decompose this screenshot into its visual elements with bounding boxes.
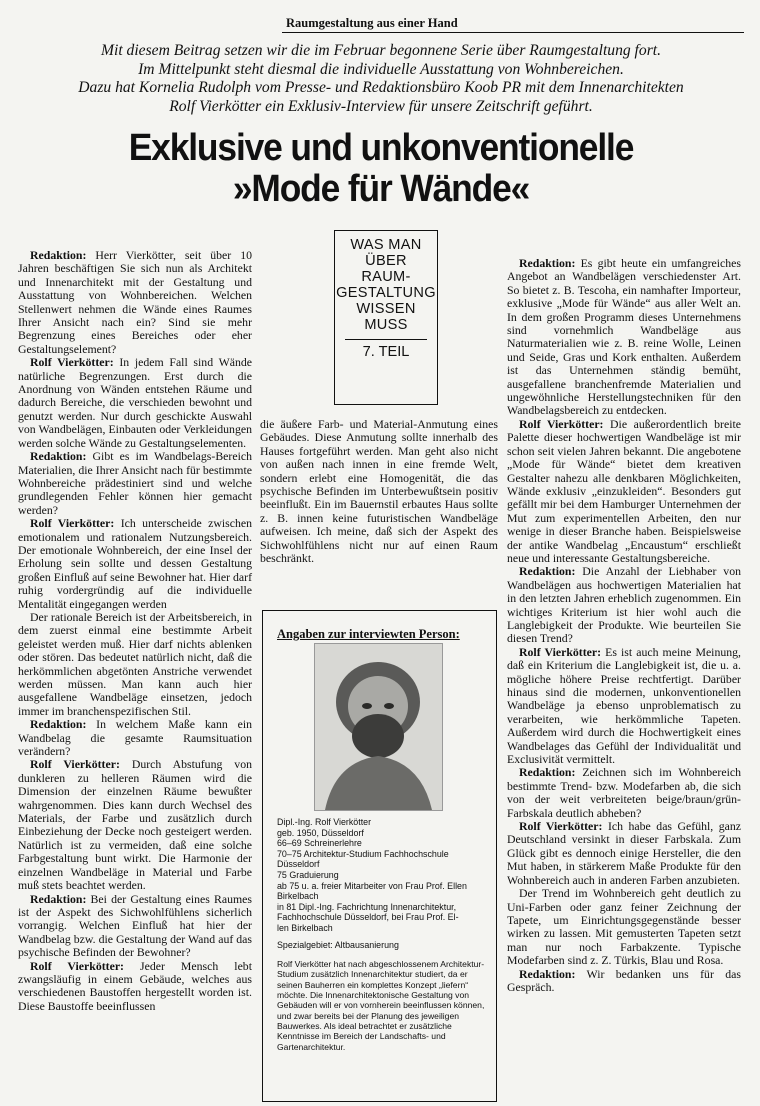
interview-paragraph bbox=[18, 611, 252, 718]
interview-paragraph bbox=[507, 646, 741, 767]
intro-line: Im Mittelpunkt steht diesmal die individuelle Ausstattung von Wohnbereichen. bbox=[138, 60, 624, 78]
person-box-heading: Angaben zur interviewten Person: bbox=[277, 627, 460, 641]
interview-paragraph bbox=[507, 887, 741, 967]
paragraph-text: Wir bedanken uns für das Gespräch. bbox=[507, 966, 741, 994]
cv-line: ab 75 u. a. freier Mitarbeiter von Frau Prof. Ellen bbox=[277, 880, 467, 891]
speaker-label: Rolf Vierkötter: bbox=[30, 516, 115, 531]
series-line: MUSS bbox=[364, 317, 408, 333]
speaker-label: Rolf Vierkötter: bbox=[30, 355, 114, 370]
series-divider bbox=[345, 339, 427, 340]
paragraph-text: Herr Vierkötter, seit über 10 Jahren beschäftigen Sie sich nun als Architekt und Innenarchitekt mit der Gestaltung und Ausstattung von Wohnbereichen. Welchen Stellenwert nehmen die Wände eines Raumes Ihrer Ansicht nach ein? Sind sie mehr Begrenzung eines Bereiches oder eher Gestaltungselement? bbox=[18, 248, 252, 356]
interview-paragraph bbox=[18, 758, 252, 892]
speaker-label: Rolf Vierkötter: bbox=[519, 416, 604, 431]
speaker-label: Redaktion: bbox=[519, 966, 576, 981]
series-box bbox=[334, 230, 438, 405]
interview-paragraph bbox=[507, 820, 741, 887]
cv-line: Birkelbach bbox=[277, 891, 319, 902]
section-header bbox=[286, 14, 744, 32]
series-line: WAS MAN bbox=[350, 237, 422, 253]
series-line: GESTALTUNG bbox=[336, 285, 436, 301]
interview-paragraph bbox=[18, 356, 252, 450]
cv-line: Fachhochschule Düsseldorf, bei Frau Prof. El- bbox=[277, 912, 459, 923]
column-2-text bbox=[260, 418, 498, 565]
paragraph-text: Ich habe das Gefühl, ganz Deutschland versinkt in dieser Farbskala. Zum Glück gibt es dennoch einige Hersteller, die den Mut haben, in stärkerem Maße Produkte für den Wohnbereich auch in anderen Farben anzubieten. bbox=[507, 819, 741, 887]
series-line: ÜBER bbox=[365, 253, 407, 269]
cv-line: 75 Graduierung bbox=[277, 869, 339, 880]
person-cv bbox=[277, 817, 487, 1052]
paragraph-text: Zeichnen sich im Wohnbereich bestimmte Trend- bzw. Modefarben ab, die sich von der weit verbreiteten beige/braun/grün-Farbskala deutlich abheben? bbox=[507, 765, 741, 820]
paragraph-text: Jeder Mensch lebt zwangsläufig in einem Gebäude, welches aus verschiedenen Baustoffen hergestellt worden ist. Diese Baustoffe beeinflussen bbox=[18, 958, 252, 1013]
section-title: Raumgestaltung aus einer Hand bbox=[286, 16, 458, 30]
headline-line: »Mode für Wände« bbox=[232, 168, 530, 210]
cv-line: Dipl.-Ing. Rolf Vierkötter bbox=[277, 817, 372, 827]
person-info-box bbox=[262, 610, 497, 1102]
speaker-label: Redaktion: bbox=[30, 717, 87, 732]
intro-line: Rolf Vierkötter ein Exklusiv-Interview für unsere Zeitschrift geführt. bbox=[169, 97, 593, 115]
series-part: 7. TEIL bbox=[362, 344, 410, 360]
intro-paragraph bbox=[20, 42, 742, 116]
interview-paragraph bbox=[18, 718, 252, 758]
paragraph-text: Die außerordentlich breite Palette dieser hochwertigen Wandbeläge ist mir schon seit vielen Jahren bekannt. Die angebotene „Mode für Wände“ bietet dem kreativen Gestalter nahezu alle denkbaren Möglichkeiten, Wände exklusiv „einzukleiden“. Besonders gut gefällt mir bei dem Hamburger Unternehmen der Mut zum experimentellen Arbeiten, den nur wenige in dieser Branche haben. Beispielsweise der antike Wandbelag „Encaustum“ erschließt neue und interessante Gestaltungsbereiche. bbox=[507, 416, 741, 565]
cv-line: 70–75 Architektur-Studium Fachhochschule bbox=[277, 848, 449, 859]
speaker-label: Redaktion: bbox=[519, 564, 576, 579]
paragraph-text: Gibt es im Wandbelags-Bereich Materialien, die Ihrer Ansicht nach für bestimmte Wohnbereiche prädestiniert sind und welche grundlegenden Fehler können hier gemacht werden? bbox=[18, 449, 252, 517]
paragraph-text: Der rationale Bereich ist der Arbeitsbereich, in dem zuerst einmal eine bestimmte Arbeit geleistet werden muß. Hier darf nichts ablenken oder stören. Das bedeutet natürlich nicht, daß die herkömmlichen abgetönten Anstriche verwendet werden müssen. Man kann auch hier ausgefallene Wandbeläge einsetzen, jedoch immer im branchenspezifischen Stil. bbox=[18, 609, 252, 718]
cv-specialty: Spezialgebiet: Altbausanierung bbox=[277, 939, 399, 950]
speaker-label: Rolf Vierkötter: bbox=[30, 757, 120, 772]
cv-line: geb. 1950, Düsseldorf bbox=[277, 827, 364, 838]
paragraph-text: Die Anzahl der Liebhaber von Wandbelägen aus hochwertigen Materialien hat in den letzten Jahren erheblich zugenommen. Ein wichtiges Kriterium ist hier wohl auch die Langlebigkeit der Produkte. Wie beurteilen Sie diesen Trend? bbox=[507, 564, 741, 646]
speaker-label: Rolf Vierkötter: bbox=[519, 819, 603, 834]
paragraph-text: Es ist auch meine Meinung, daß ein Kriterium die Langlebigkeit ist, die u. a. mögliche höhere Preise rechtfertigt. Darüber hinaus sind die modernen, unkonventionellen Wandbeläge ja ebenso unproblematisch zu verarbeiten, wie herkömmliche Tapeten. Außerdem wird durch die Hochwertigkeit eines Wandbelages das Gefühl der Individualität und Exclusivität vermittelt. bbox=[507, 644, 741, 767]
cv-line: Düsseldorf bbox=[277, 859, 320, 870]
speaker-label: Redaktion: bbox=[519, 765, 576, 780]
portrait-photo bbox=[314, 643, 443, 811]
interview-paragraph bbox=[507, 766, 741, 820]
cv-closing-note: Rolf Vierkötter hat nach abgeschlossenem Architektur-Studium zusätzlich Innenarchitektur studiert, da er seinen Bauherren ein komplettes Konzept „liefern“ möchte. Die Innenarchitektonische Gestaltung von Gebäuden will er von vornherein beeinflussen können, und zwar bereits bei der Planung des jeweiligen Bauwerkes. Als ideal betrachtet er zusätzliche Kenntnisse im Bereich der Landschafts- und Gartenarchitektur. bbox=[277, 959, 485, 1052]
paragraph: die äußere Farb- und Material-Anmutung eines Gebäudes. Diese Anmutung sollte innerhalb des Hauses fortgeführt werden. Man geht also nicht von außen nach innen in eine fremde Welt, sondern erlebt eine Homogenität, die das psychische Befinden im Unterbewußtsein positiv beeinflußt. Ein im Bauernstil erbautes Haus sollte z. B. innen keine futuristischen Wandbeläge aufweisen. Ich meine, daß sich der Aspekt des Sichwohlfühlens nicht nur auf einen Raum beschränkt. bbox=[260, 417, 498, 566]
column-1 bbox=[18, 249, 252, 1013]
interview-paragraph bbox=[18, 450, 252, 517]
intro-line: Mit diesem Beitrag setzen wir die im Februar begonnene Serie über Raumgestaltung fort. bbox=[101, 42, 661, 59]
interview-paragraph bbox=[507, 418, 741, 565]
interview-paragraph bbox=[18, 893, 252, 960]
paragraph-text: Bei der Gestaltung eines Raumes ist der Aspekt des Sichwohlfühlens sicherlich vorrangig. Welchen Einfluß hat hier der Wandbelag bzw. die Gestaltung der Wand auf das psychische Befinden der Bewohner? bbox=[18, 891, 252, 960]
speaker-label: Redaktion: bbox=[30, 891, 87, 906]
intro-line: Dazu hat Kornelia Rudolph vom Presse- und Redaktionsbüro Koob PR mit dem Innenarchitekten bbox=[78, 79, 684, 97]
paragraph-text: In welchem Maße kann ein Wandbelag die gesamte Raumsituation verändern? bbox=[18, 717, 252, 759]
interview-paragraph bbox=[507, 968, 741, 995]
series-line: RAUM- bbox=[361, 269, 411, 285]
interview-paragraph bbox=[18, 249, 252, 356]
interview-paragraph bbox=[18, 960, 252, 1014]
header-rule bbox=[282, 32, 744, 33]
paragraph-text: Ich unterscheide zwischen emotionalem und rationalem Nutzungsbereich. Der emotionale Wohnbereich, der eine Insel der Erholung sein sollte und dessen Gestaltung großen Einfluß auf seine Bewohner hat. Hier darf ruhig vordergründig auf die individuelle Mentalität eingegangen werden bbox=[18, 516, 252, 611]
cv-line: len Birkelbach bbox=[277, 922, 333, 933]
speaker-label: Rolf Vierkötter: bbox=[30, 958, 124, 973]
headline bbox=[45, 128, 716, 210]
paragraph-text: Der Trend im Wohnbereich geht deutlich zu Uni-Farben oder ganz feiner Zeichnung der Tapete, um Einrichtungsgegenstände besser wirken zu lassen. Mit gemusterten Tapeten setzt man nur noch Farbakzente. Typische Modefarben sind z. Z. Türkis, Blau und Rosa. bbox=[507, 886, 741, 968]
series-line: WISSEN bbox=[356, 301, 416, 317]
paragraph-text: Es gibt heute ein umfangreiches Angebot an Wandbelägen verschiedenster Art. So bietet z. B. Tescoha, ein namhafter Importeur, exklusive „Mode für Wände“ aus aller Welt an. In dem großen Programm dieses Unternehmens sind vornehmlich Wandbeläge aus Naturmaterialien wie z. B. reine Wolle, Leinen und Seide, Gras und Kork enthalten. Außerdem ist das Unternehmen ständig bemüht, ausgefallene branchenfremde Materialien und ungewöhnliche Herstellungstechniken für den Wandbelagsbereich zu entdecken. bbox=[507, 256, 741, 418]
interview-paragraph bbox=[507, 257, 741, 418]
speaker-label: Redaktion: bbox=[30, 449, 87, 464]
speaker-label: Rolf Vierkötter: bbox=[519, 644, 602, 659]
paragraph-text: In jedem Fall sind Wände natürliche Begrenzungen. Erst durch die Anordnung von Wänden entstehen Räume und dadurch Bereiche, die verschieden bewohnt und genutzt werden. Nur durch geschickte Auswahl von Wandbelägen, Einbauten oder Verkleidungen werden solche Wände zu Gestaltungselementen. bbox=[18, 355, 252, 450]
cv-line: 66–69 Schreinerlehre bbox=[277, 838, 362, 849]
speaker-label: Redaktion: bbox=[30, 248, 87, 262]
headline-line: Exklusive und unkonventionelle bbox=[128, 127, 634, 169]
paragraph-text: Durch Abstufung von dunkleren zu helleren Räumen wird die Dimension der einzelnen Räume bewußter wahrgenommen. Dies kann durch Wechsel des Materials, der Farbe und zusätzlich durch Einbeziehung der Decke noch gesteigert werden. Natürlich ist zu vermeiden, daß eine solche Farbgestaltung bunt wirkt. Die Harmonie der einzelnen Wandbeläge in Material und Farbe muß stets beachtet werden. bbox=[18, 757, 252, 893]
interview-paragraph bbox=[18, 517, 252, 611]
interview-paragraph bbox=[507, 565, 741, 645]
column-3 bbox=[507, 257, 741, 994]
cv-line: in 81 Dipl.-Ing. Fachrichtung Innenarchitektur, bbox=[277, 901, 457, 912]
speaker-label: Redaktion: bbox=[519, 256, 576, 270]
